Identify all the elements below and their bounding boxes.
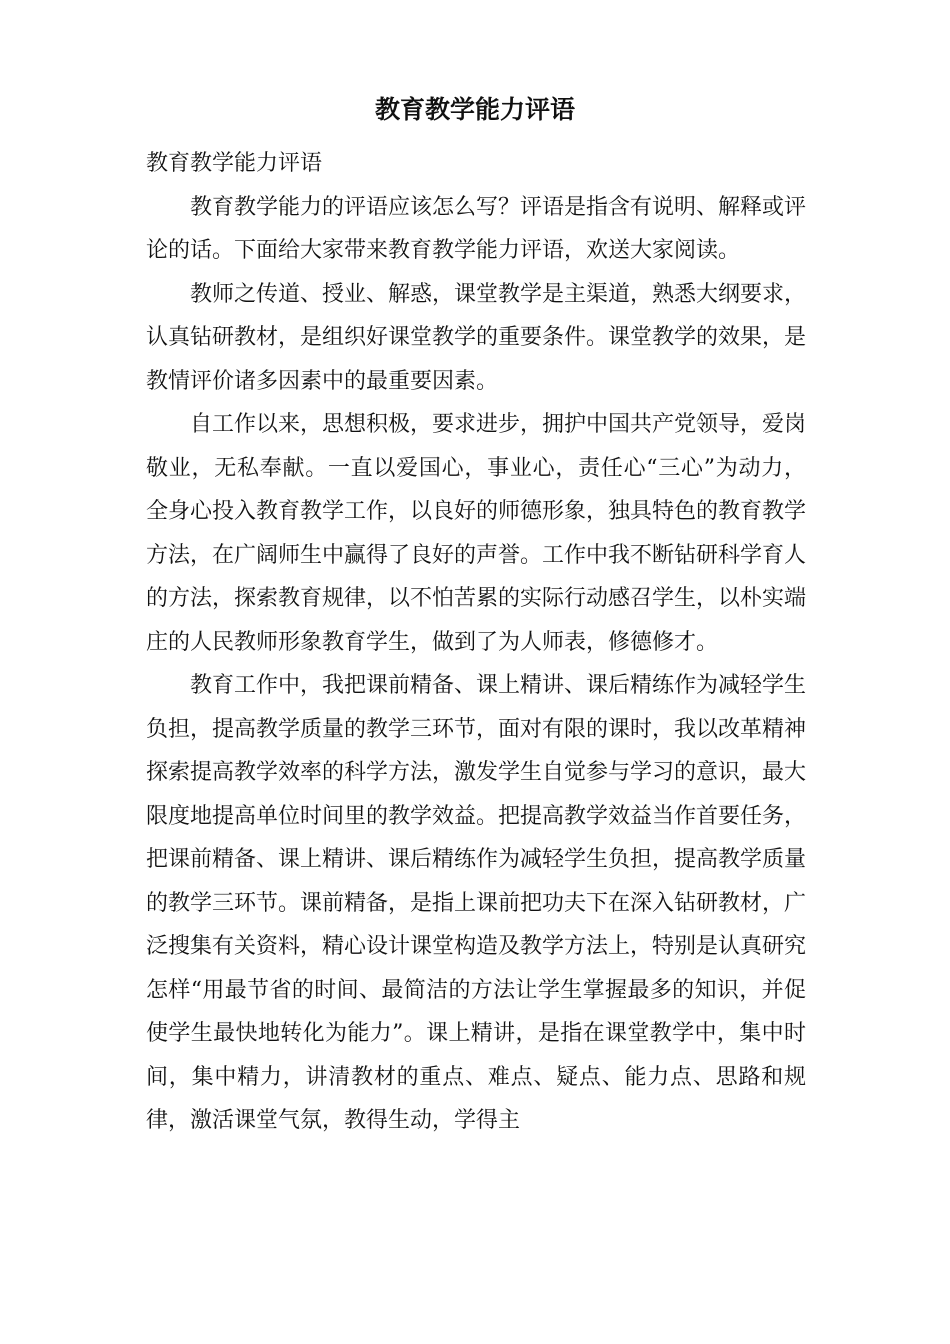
document-title: 教育教学能力评语 [374, 95, 575, 124]
paragraph-3: 自工作以来，思想积极，要求进步，拥护中国共产党领导，爱岗敬业，无私奉献。一直以爱国心，事业心，责任心“三心”为动力，全身心投入教育教学工作，以良好的师德形象，独具特色的教育教学方法，在广阔师生中赢得了良好的声誉。工作中我不断钻研科学育人的方法，探索教育规律，以不怕苦累的实际行动感召学生，以朴实端庄的人民教师形象教育学生，做到了为人师表，修德修才。 [146, 412, 807, 655]
paragraph-4: 教育工作中，我把课前精备、课上精讲、课后精练作为减轻学生负担，提高教学质量的教学三环节，面对有限的课时，我以改革精神探索提高教学效率的科学方法，激发学生自觉参与学习的意识，最大限度地提高单位时间里的教学效益。把提高教学效益当作首要任务，把课前精备、课上精讲、课后精练作为减轻学生负担，提高教学质量的教学三环节。课前精备，是指上课前把功夫下在深入钻研教材，广泛搜集有关资料，精心设计课堂构造及教学方法上，特别是认真研究怎样“用最节省的时间、最简洁的方法让学生掌握最多的知识，并促使学生最快地转化为能力”。课上精讲，是指在课堂教学中，集中时间，集中精力，讲清教材的重点、难点、疑点、能力点、思路和规律，激活课堂气氛，教得生动，学得主 [146, 673, 807, 1133]
document-subtitle: 教育教学能力评语 [146, 151, 323, 176]
document-body [146, 142, 806, 1143]
paragraph-1: 教育教学能力的评语应该怎么写？评语是指含有说明、解释或评论的话。下面给大家带来教育教学能力评语，欢送大家阅读。 [146, 194, 807, 263]
paragraph-2: 教师之传道、授业、解惑，课堂教学是主渠道，熟悉大纲要求，认真钻研教材，是组织好课堂教学的重要条件。课堂教学的效果，是教情评价诸多因素中的最重要因素。 [146, 281, 807, 394]
